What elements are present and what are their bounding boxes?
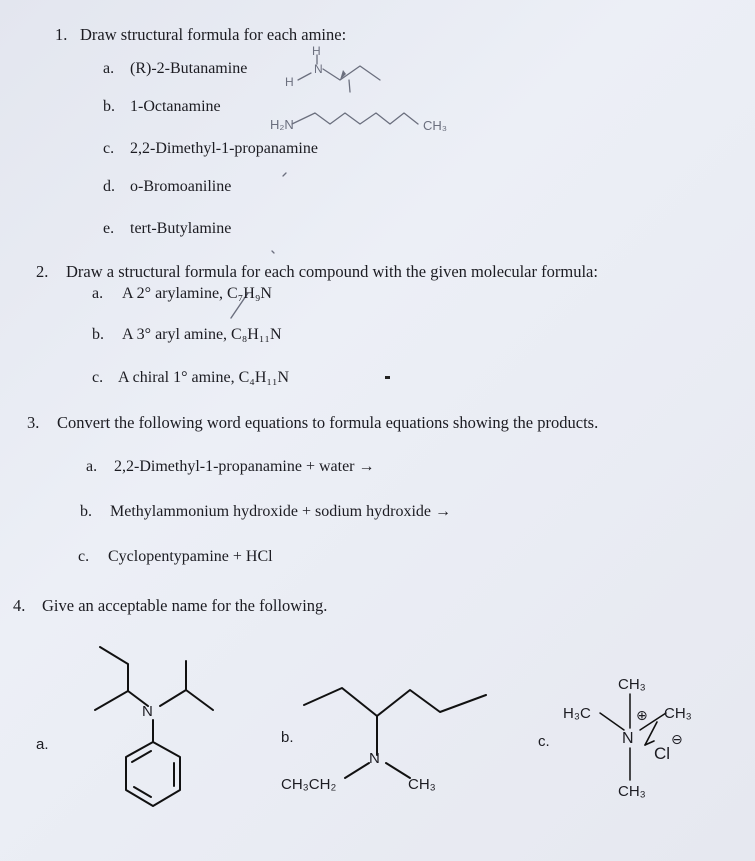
q1b-text: 1-Octanamine — [130, 98, 221, 115]
q4c-right-methyl: CH₃ — [664, 705, 692, 722]
q3c-letter: c. — [78, 548, 90, 565]
q4b-letter: b. — [281, 729, 294, 746]
q1e-letter: e. — [103, 220, 115, 237]
q2-number: 2. — [36, 262, 49, 281]
q4b-methyl-label: CH₃ — [408, 776, 436, 793]
q1d-letter: d. — [103, 178, 115, 195]
handwritten-n: N — [314, 62, 323, 76]
q4-number: 4. — [13, 596, 26, 615]
q2b-letter: b. — [92, 326, 104, 343]
q4c-plus-charge: ⊕ — [636, 707, 648, 723]
q3b-letter: b. — [80, 503, 92, 520]
q3-prompt: Convert the following word equations to formula equations showing the products. — [57, 413, 599, 432]
q1d-text: o-Bromoaniline — [130, 178, 232, 195]
handwritten-ch3: CH₃ — [423, 118, 448, 133]
q1a-text: (R)-2-Butanamine — [130, 60, 248, 77]
handwritten-h2n: H₂N — [270, 117, 294, 132]
q2c-letter: c. — [92, 369, 104, 386]
q4c-left-methyl: H₃C — [563, 705, 591, 722]
q2c-text: A chiral 1° amine, C₄H₁₁N — [118, 369, 290, 386]
q4c-chloride: Cl — [654, 744, 671, 763]
q1b-letter: b. — [103, 98, 115, 115]
q4c-top-methyl: CH₃ — [618, 676, 646, 693]
q4-prompt: Give an acceptable name for the following. — [42, 596, 328, 615]
q1-prompt: Draw structural formula for each amine: — [80, 25, 347, 44]
q1c-letter: c. — [103, 140, 115, 157]
handwritten-h-top: H — [312, 44, 321, 58]
q4c-minus-charge: ⊖ — [671, 731, 683, 747]
q4c-letter: c. — [538, 733, 550, 750]
q1c-text: 2,2-Dimethyl-1-propanamine — [130, 140, 318, 157]
q1-number: 1. — [55, 25, 68, 44]
q3a-letter: a. — [86, 458, 98, 475]
q4a-nitrogen: N — [142, 703, 153, 720]
q4a-letter: a. — [36, 736, 49, 753]
q1e-text: tert-Butylamine — [130, 220, 232, 237]
q4c-bottom-methyl: CH₃ — [618, 783, 646, 800]
q2b-text: A 3° aryl amine, C₈H₁₁N — [122, 326, 282, 343]
q3b-text: Methylammonium hydroxide + sodium hydroxide → — [110, 503, 451, 520]
q2a-letter: a. — [92, 285, 104, 302]
q4b-ethyl-label: CH₃CH₂ — [281, 776, 337, 793]
q3a-text: 2,2-Dimethyl-1-propanamine + water → — [114, 458, 375, 475]
q2-prompt: Draw a structural formula for each compound with the given molecular formula: — [66, 262, 598, 281]
q1a-letter: a. — [103, 60, 115, 77]
q4c-nitrogen: N — [622, 730, 634, 747]
handwritten-h-left: H — [285, 75, 294, 89]
q3-number: 3. — [27, 413, 40, 432]
q2a-text: A 2° arylamine, C₇H₉N — [122, 285, 272, 302]
q4b-nitrogen: N — [369, 750, 380, 767]
q3c-text: Cyclopentypamine + HCl — [108, 548, 273, 565]
